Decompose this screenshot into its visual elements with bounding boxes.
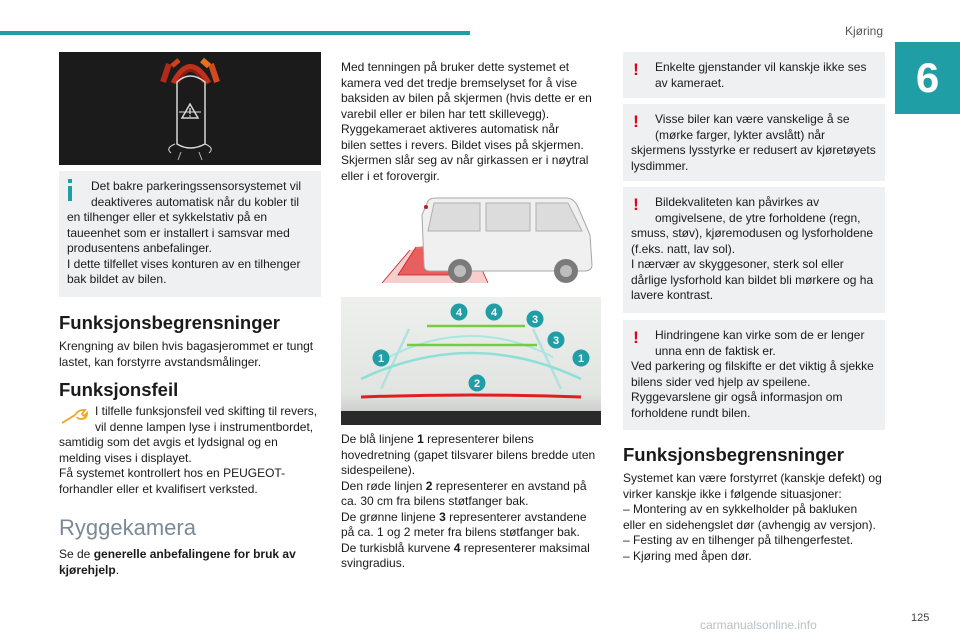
body-line: Krengning av bilen hvis bagasjerommet er tungt	[59, 339, 314, 353]
body-line: Ryggekameraet aktiveres automatisk når	[341, 122, 560, 136]
guide-label-text: 4	[490, 307, 498, 319]
warning-box-2	[623, 104, 885, 181]
warning-line: lavere kontrast.	[631, 288, 714, 302]
warning-line: (mørke farger, lykter avslått) når	[655, 127, 826, 142]
header-accent-bar	[0, 31, 470, 35]
body-line: – Montering av en sykkelholder på bakluken	[623, 502, 858, 516]
warning-box-3	[623, 187, 885, 313]
guide-label-text: 1	[377, 353, 385, 365]
body-line: bilen settes i revers. Bildet vises på skjermen.	[341, 137, 584, 152]
body-line: ca. 30 cm fra bilens støtfanger bak.	[341, 494, 529, 508]
body-line: melding vises i displayet.	[59, 450, 192, 465]
warning-line: Hindringene kan virke som de er lenger	[655, 328, 865, 342]
ref-number: 4	[453, 540, 461, 555]
body-text: representerer avstandene	[445, 509, 587, 524]
body-line: kamera ved det tredje bremselyset for å vise	[341, 75, 578, 90]
section-title: Kjøring	[845, 24, 884, 38]
body-line: I tilfelle funksjonsfeil ved skifting til revers,	[95, 404, 318, 418]
info-note-line: taueenhet som er installert i samsvar med	[67, 225, 290, 240]
warning-line: Ved parkering og filskifte er det viktig å sjekke	[631, 359, 874, 373]
info-note-line: produsentens anbefalinger.	[67, 241, 212, 255]
body-text: De turkisblå kurvene	[341, 540, 454, 555]
warning-line: skjermens lysstyrke er redusert av kjøretøyets	[631, 143, 876, 157]
page-number: 125	[911, 612, 930, 624]
body-line: sidespeilene).	[341, 463, 416, 477]
heading-functional-limits-camera: Funksjonsbegrensninger	[623, 444, 845, 465]
body-text-bold: kjørehjelp	[59, 562, 116, 577]
heading-functional-limits: Funksjonsbegrensninger	[59, 312, 281, 333]
info-note-box	[59, 171, 321, 297]
body-line	[59, 563, 119, 579]
guide-label-text: 3	[552, 335, 560, 347]
guide-label-text: 3	[531, 314, 539, 326]
warning-icon: !	[633, 328, 639, 347]
watermark: carmanualsonline.info	[700, 618, 817, 632]
body-line: lastet, kan forstyrre avstandsmålinger.	[59, 354, 262, 369]
warning-line: av kameraet.	[655, 75, 725, 90]
body-text: Den røde linjen	[341, 478, 426, 493]
chapter-number: 6	[895, 42, 960, 114]
body-text-bold: generelle anbefalingene for bruk av	[93, 547, 296, 561]
warning-icon: !	[633, 195, 639, 214]
body-line: vil denne lampen lyse i instrumentbordet,	[95, 419, 314, 434]
van-camera-illustration	[370, 195, 600, 287]
body-line: varebil eller er bilen har tett skillevegg).	[341, 106, 550, 121]
body-line	[341, 432, 534, 448]
warning-line: I nærvær av skyggesoner, sterk sol eller	[631, 257, 844, 271]
heading-reversing-camera: Ryggekamera	[59, 515, 196, 540]
warning-line: dårlige lysforhold kan bildet bli mørkere og ha	[631, 272, 874, 287]
body-line	[59, 547, 296, 563]
body-text: .	[115, 562, 120, 577]
info-note-line: bak bildet av bilen.	[67, 272, 167, 286]
warning-line: (f.eks. natt, lav sol).	[631, 241, 736, 256]
warning-line: Bildekvaliteten kan påvirkes av	[655, 195, 820, 209]
info-note-line: Det bakre parkeringssensorsystemet vil	[91, 179, 302, 193]
camera-guidelines-diagram	[341, 297, 601, 425]
guide-label-text: 1	[577, 353, 585, 365]
warning-line: unna enn de faktisk er.	[655, 343, 776, 358]
body-line	[341, 479, 587, 495]
body-text: De grønne linjene	[341, 509, 440, 524]
body-line: – Kjøring med åpen dør.	[623, 548, 752, 563]
body-line: Få systemet kontrollert hos en PEUGEOT-	[59, 466, 286, 480]
body-line: Med tenningen på bruker dette systemet et	[341, 60, 570, 74]
body-line: Systemet kan være forstyrret (kanskje defekt) og	[623, 471, 882, 485]
body-line: – Festing av en tilhenger på tilhengerfestet.	[623, 533, 854, 547]
warning-line: forholdene rundt bilen.	[631, 405, 751, 420]
body-line: virker kanskje ikke i følgende situasjoner:	[623, 486, 842, 501]
body-line: på ca. 1 og 2 meter fra bilens støtfanger bak.	[341, 525, 580, 539]
body-text: representerer maksimal	[460, 540, 590, 555]
ref-number: 3	[439, 509, 446, 524]
body-line: eller i et forovergir.	[341, 168, 440, 183]
body-line	[341, 510, 587, 526]
warning-icon: !	[633, 112, 639, 131]
body-text: Se de	[59, 547, 94, 561]
warning-line: bilens sider ved hjelp av speilene.	[631, 374, 811, 389]
body-line: forhandler eller et kvalifisert verksted.	[59, 481, 258, 496]
body-line: baksiden av bilen på skjermen (hvis dette er en	[341, 91, 592, 105]
info-note-line: deaktiveres automatisk når du kobler til	[91, 194, 300, 209]
body-line: eller en sidehengslet dør (avhengig av versjon).	[623, 517, 876, 532]
warning-line: Visse biler kan være vanskelige å se	[655, 112, 850, 126]
heading-malfunction: Funksjonsfeil	[59, 379, 179, 400]
info-note-line: en tilhenger eller et sykkelstativ på en	[67, 210, 268, 224]
info-icon	[68, 179, 72, 201]
warning-line: omgivelsene, de ytre forholdene (regn,	[655, 210, 861, 225]
body-line	[341, 541, 590, 557]
ref-number: 1	[417, 432, 424, 446]
wrench-warning-icon	[59, 405, 89, 427]
body-text: representerer bilens	[423, 432, 534, 446]
guide-label-text: 2	[473, 378, 481, 390]
warning-box-1	[623, 52, 885, 98]
warning-line: lysdimmer.	[631, 158, 689, 173]
body-line: samtidig som det avgis et lydsignal og en	[59, 435, 278, 449]
ref-number: 2	[425, 478, 433, 493]
body-text: De blå linjene	[341, 432, 418, 446]
body-text: representerer en avstand på	[432, 478, 587, 493]
guide-label-text: 4	[455, 307, 463, 319]
body-line: hovedretning (gapet tilsvarer bilens bredde uten	[341, 447, 596, 462]
warning-icon: !	[633, 60, 639, 79]
parking-sensor-illustration	[59, 52, 321, 165]
warning-line: smuss, støv), kjøremodusen og lysforholdene	[631, 226, 874, 240]
warning-line: Ryggevarslene gir også informasjon om	[631, 390, 843, 404]
body-line: Skjermen slår seg av når girkassen er i nøytral	[341, 153, 589, 167]
body-line: svingradius.	[341, 556, 406, 570]
warning-box-4	[623, 320, 885, 430]
warning-line: Enkelte gjenstander vil kanskje ikke ses	[655, 60, 867, 74]
info-note-line: I dette tilfellet vises konturen av en tilhenger	[67, 256, 301, 271]
